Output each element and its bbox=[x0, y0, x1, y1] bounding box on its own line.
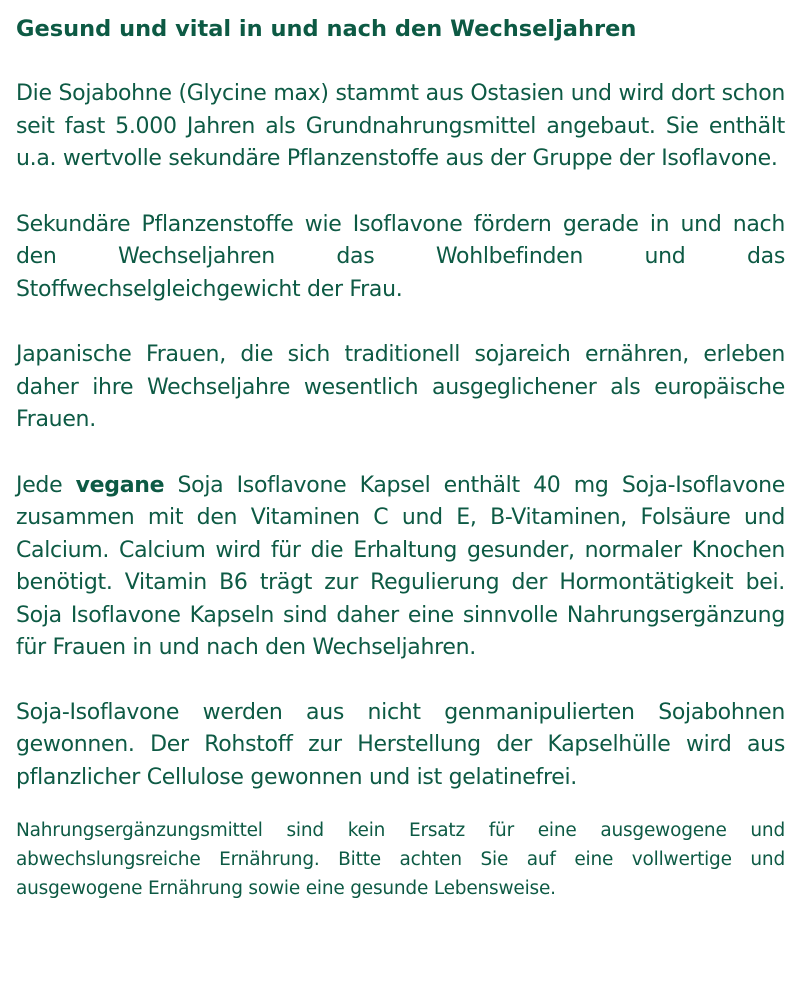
capsule-text-rest: Soja Isoflavone Kapsel enthält 40 mg Soja-Isoflavone zusammen mit den Vitaminen C und E, B-Vitaminen, Folsäure und Calcium. Calcium wird für die Erhaltung gesunder, normaler Knochen benötigt. Vitamin B6 trägt zur Regulierung der Hormontätigkeit bei. Soja Isoflavone Kapseln sind daher eine sinnvolle Nahrungsergänzung für Frauen in und nach den Wechseljahren. bbox=[16, 472, 785, 660]
paragraph-phytochemicals: Sekundäre Pflanzenstoffe wie Isoflavone fördern gerade in und nach den Wechseljahren das Wohlbefinden und das Stoffwechselgleichgewicht der Frau. bbox=[16, 211, 785, 302]
paragraph-japanese-women: Japanische Frauen, die sich traditionell sojareich ernähren, erleben daher ihre Wechseljahre wesentlich ausgeglichener als europäische Frauen. bbox=[16, 342, 785, 432]
page-title: Gesund und vital in und nach den Wechseljahren bbox=[16, 16, 637, 42]
paragraph-origin: Die Sojabohne (Glycine max) stammt aus Ostasien und wird dort schon seit fast 5.000 Jahren als Grundnahrungsmittel angebaut. Sie enthält u.a. wertvolle sekundäre Pflanzenstoffe aus der Gruppe der Isoflavone. bbox=[16, 81, 785, 171]
disclaimer-note: Nahrungsergänzungsmittel sind kein Ersatz für eine ausgewogene und abwechslungsreiche Ernährung. Bitte achten Sie auf eine vollwertige und ausgewogene Ernährung sowie eine gesunde Lebensweise. bbox=[16, 820, 785, 899]
paragraph-sourcing: Soja-Isoflavone werden aus nicht genmanipulierten Sojabohnen gewonnen. Der Rohstoff zur Herstellung der Kapselhülle wird aus pflanzlicher Cellulose gewonnen und ist gelatinefrei. bbox=[16, 699, 785, 790]
capsule-text-start: Jede bbox=[16, 472, 76, 498]
paragraph-capsule-contents bbox=[16, 470, 785, 665]
vegan-emphasis: vegane bbox=[75, 472, 165, 498]
